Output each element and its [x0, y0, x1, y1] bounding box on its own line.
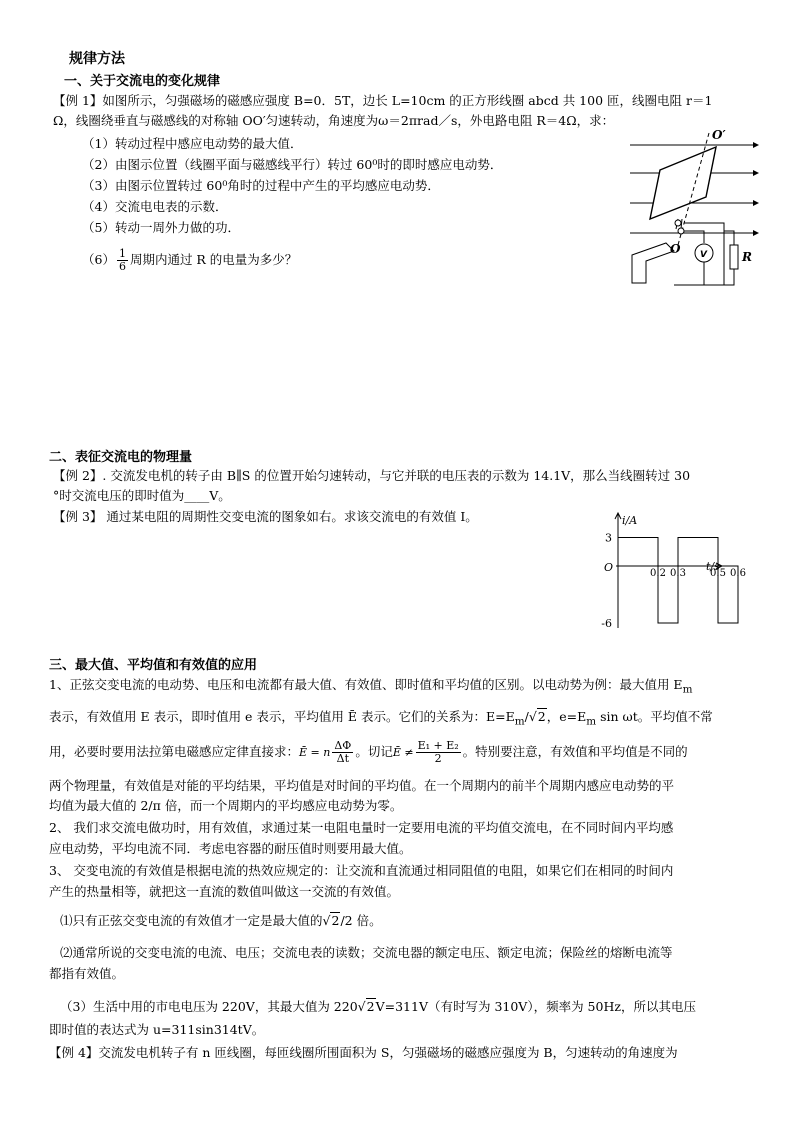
question-6-prefix: （6） — [82, 252, 115, 267]
question-2: （2）由图示位置（线圈平面与磁感线平行）转过 60⁰时的即时感应电动势． — [82, 157, 503, 172]
example-1-line-1: 【例 1】如图所示，匀强磁场的磁感应强度 B=0．5T，边长 L=10cm 的正方形线圈 abcd 共 100 匝，线圈电阻 r＝1 — [53, 93, 713, 108]
note-3-text: （3）生活中用的市电电压为 220V，其最大值为 220 — [60, 999, 358, 1014]
heading-section-3: 三、最大值、平均值和有效值的应用 — [49, 658, 258, 673]
p1-text-c1: 用，必要时要用法拉第电磁感应定律直接求： — [49, 744, 300, 759]
fraction-dphi: ΔΦ — [334, 739, 352, 752]
y-tick-label: 3 — [605, 531, 612, 545]
fraction-e1e2-num: E₁ + E₂ — [417, 739, 459, 752]
paragraph-1-line-2 — [49, 708, 713, 731]
note-1 — [60, 912, 382, 930]
paragraph-2-line-1: 2、 我们求交流电做功时，用有效值，求通过某一电阻电量时一定要用电流的平均值交流电，在不同时间内平均感 — [49, 820, 674, 835]
note-1-text: ⑴只有正弦交变电流的有效值才一定是最大值的 — [60, 913, 323, 928]
x-tick-label: 0.2 — [650, 568, 666, 579]
fraction-one-sixth — [117, 248, 128, 273]
paragraph-3-line-1: 3、 交变电流的有效值是根据电流的热效应规定的：让交流和直流通过相同阻值的电阻，如果它们在相同的时间内 — [49, 863, 674, 878]
p1-text-a: 1、正弦交变电流的电动势、电压和电流都有最大值、有效值、即时值和平均值的区别。以电动势为例：最大值用 E — [49, 677, 683, 692]
resistor-label: R — [742, 250, 752, 264]
paragraph-1-line-4: 两个物理量，有效值是对能的平均结果，平均值是对时间的平均值。在一个周期内的前半个周期内感应电动势的平 — [49, 778, 675, 793]
x-tick-label: 0.3 — [670, 568, 686, 579]
formula-mean-emf: Ē = n — [299, 746, 331, 759]
sqrt-radicand-a: 2 — [537, 709, 546, 724]
p1-sub-m: m — [682, 683, 693, 696]
waveform-segment — [618, 538, 658, 567]
example-2-line-2: °时交流电压的即时值为____V。 — [53, 488, 231, 503]
sqrt-2-c: √2 — [357, 999, 375, 1014]
fraction-dt: Δt — [336, 752, 350, 765]
question-3: （3）由图示位置转过 60⁰角时的过程中产生的平均感应电动势． — [82, 178, 440, 193]
fraction-numerator: 1 — [118, 247, 126, 260]
paragraph-2-line-2: 应电动势，平均电流不同．考虑电容器的耐压值时则要用最大值。 — [49, 841, 412, 856]
note-3-post: V=311V（有时写为 310V），频率为 50Hz，所以其电压 — [375, 999, 696, 1014]
origin-label: O — [604, 561, 614, 574]
p1-text-c2: 。切记 — [355, 744, 393, 759]
fraction-e1e2-den: 2 — [434, 752, 442, 765]
section-title: 规律方法 — [69, 51, 125, 67]
fraction-dphi-dt — [332, 740, 353, 765]
p1-slash: / — [524, 709, 529, 724]
paragraph-1-line-1 — [49, 676, 692, 699]
p1-sub-m-3: m — [586, 715, 597, 728]
voltmeter-label: V — [700, 250, 707, 260]
x-axis-label: t/s — [706, 560, 720, 573]
label-o-prime: O′ — [712, 128, 726, 142]
p1-sub-m-2: m — [514, 715, 525, 728]
heading-section-2: 二、表征交流电的物理量 — [49, 450, 193, 465]
question-1: （1）转动过程中感应电动势的最大值． — [82, 136, 303, 151]
fraction-e1-e2 — [416, 740, 461, 765]
question-5: （5）转动一周外力做的功． — [82, 220, 240, 235]
p1-text-b6: sin ωt。平均值不常 — [596, 709, 713, 724]
example-4: 【例 4】交流发电机转子有 n 匝线圈，每匝线圈所围面积为 S，匀强磁场的磁感应强度为 B，匀速转动的角速度为 — [49, 1045, 678, 1060]
fraction-denominator: 6 — [118, 260, 126, 273]
paragraph-3-line-2: 产生的热量相等，就把这一直流的数值叫做这一交流的有效值。 — [49, 884, 400, 899]
sqrt-2-a: √2 — [528, 709, 546, 724]
current-waveform-chart — [570, 510, 746, 632]
formula-not-equal: Ē ≠ — [392, 746, 414, 759]
p1-text-c3: 。特别要注意，有效值和平均值是不同的 — [462, 744, 688, 759]
note-3-line-1 — [60, 998, 696, 1016]
example-2-line-1: 【例 2】. 交流发电机的转子由 B∥S 的位置开始匀速转动，与它并联的电压表的示数为 14.1V，那么当线圈转过 30 — [53, 468, 691, 483]
note-2-line-2: 都指有效值。 — [49, 966, 125, 981]
sqrt-radicand-b: 2 — [331, 913, 340, 928]
question-6 — [82, 248, 297, 273]
note-1-post: /2 倍。 — [340, 913, 382, 928]
y-tick-label: -6 — [601, 617, 612, 630]
note-3-line-2: 即时值的表达式为 u=311sin314tV。 — [49, 1022, 265, 1037]
sqrt-2-b: √2 — [322, 913, 340, 928]
paragraph-1-line-3 — [49, 740, 688, 765]
p1-e-eq: ，e=E — [546, 709, 587, 724]
sqrt-radicand-c: 2 — [366, 999, 375, 1014]
example-3: 【例 3】 通过某电阻的周期性交变电流的图象如右。求该交流电的有效值 I。 — [53, 509, 478, 524]
heading-section-1: 一、关于交流电的变化规律 — [64, 74, 221, 89]
example-1-line-2: Ω，线圈绕垂直与磁感线的对称轴 OO′匀速转动，角速度为ω＝2πrad／s，外电路电阻 R＝4Ω，求： — [53, 113, 615, 128]
paragraph-1-line-5: 均值为最大值的 2/π 倍，而一个周期内的平均感应电动势为零。 — [49, 798, 403, 813]
x-tick-label: 0.5 — [710, 568, 726, 579]
p1-text-b: 表示，有效值用 E 表示，即时值用 e 表示，平均值用 Ē 表示。它们的关系为：E=E — [49, 709, 515, 724]
coil-diagram — [626, 125, 761, 288]
note-2-line-1: ⑵通常所说的交变电流的电流、电压；交流电表的读数；交流电器的额定电压、额定电流；保险丝的熔断电流等 — [60, 945, 673, 960]
question-6-text: 周期内通过 R 的电量为多少？ — [129, 252, 298, 267]
x-tick-label: 0.6 — [730, 568, 746, 579]
label-o: O — [670, 242, 681, 256]
y-axis-label: i/A — [622, 514, 638, 527]
question-4: （4）交流电电表的示数． — [82, 199, 228, 214]
